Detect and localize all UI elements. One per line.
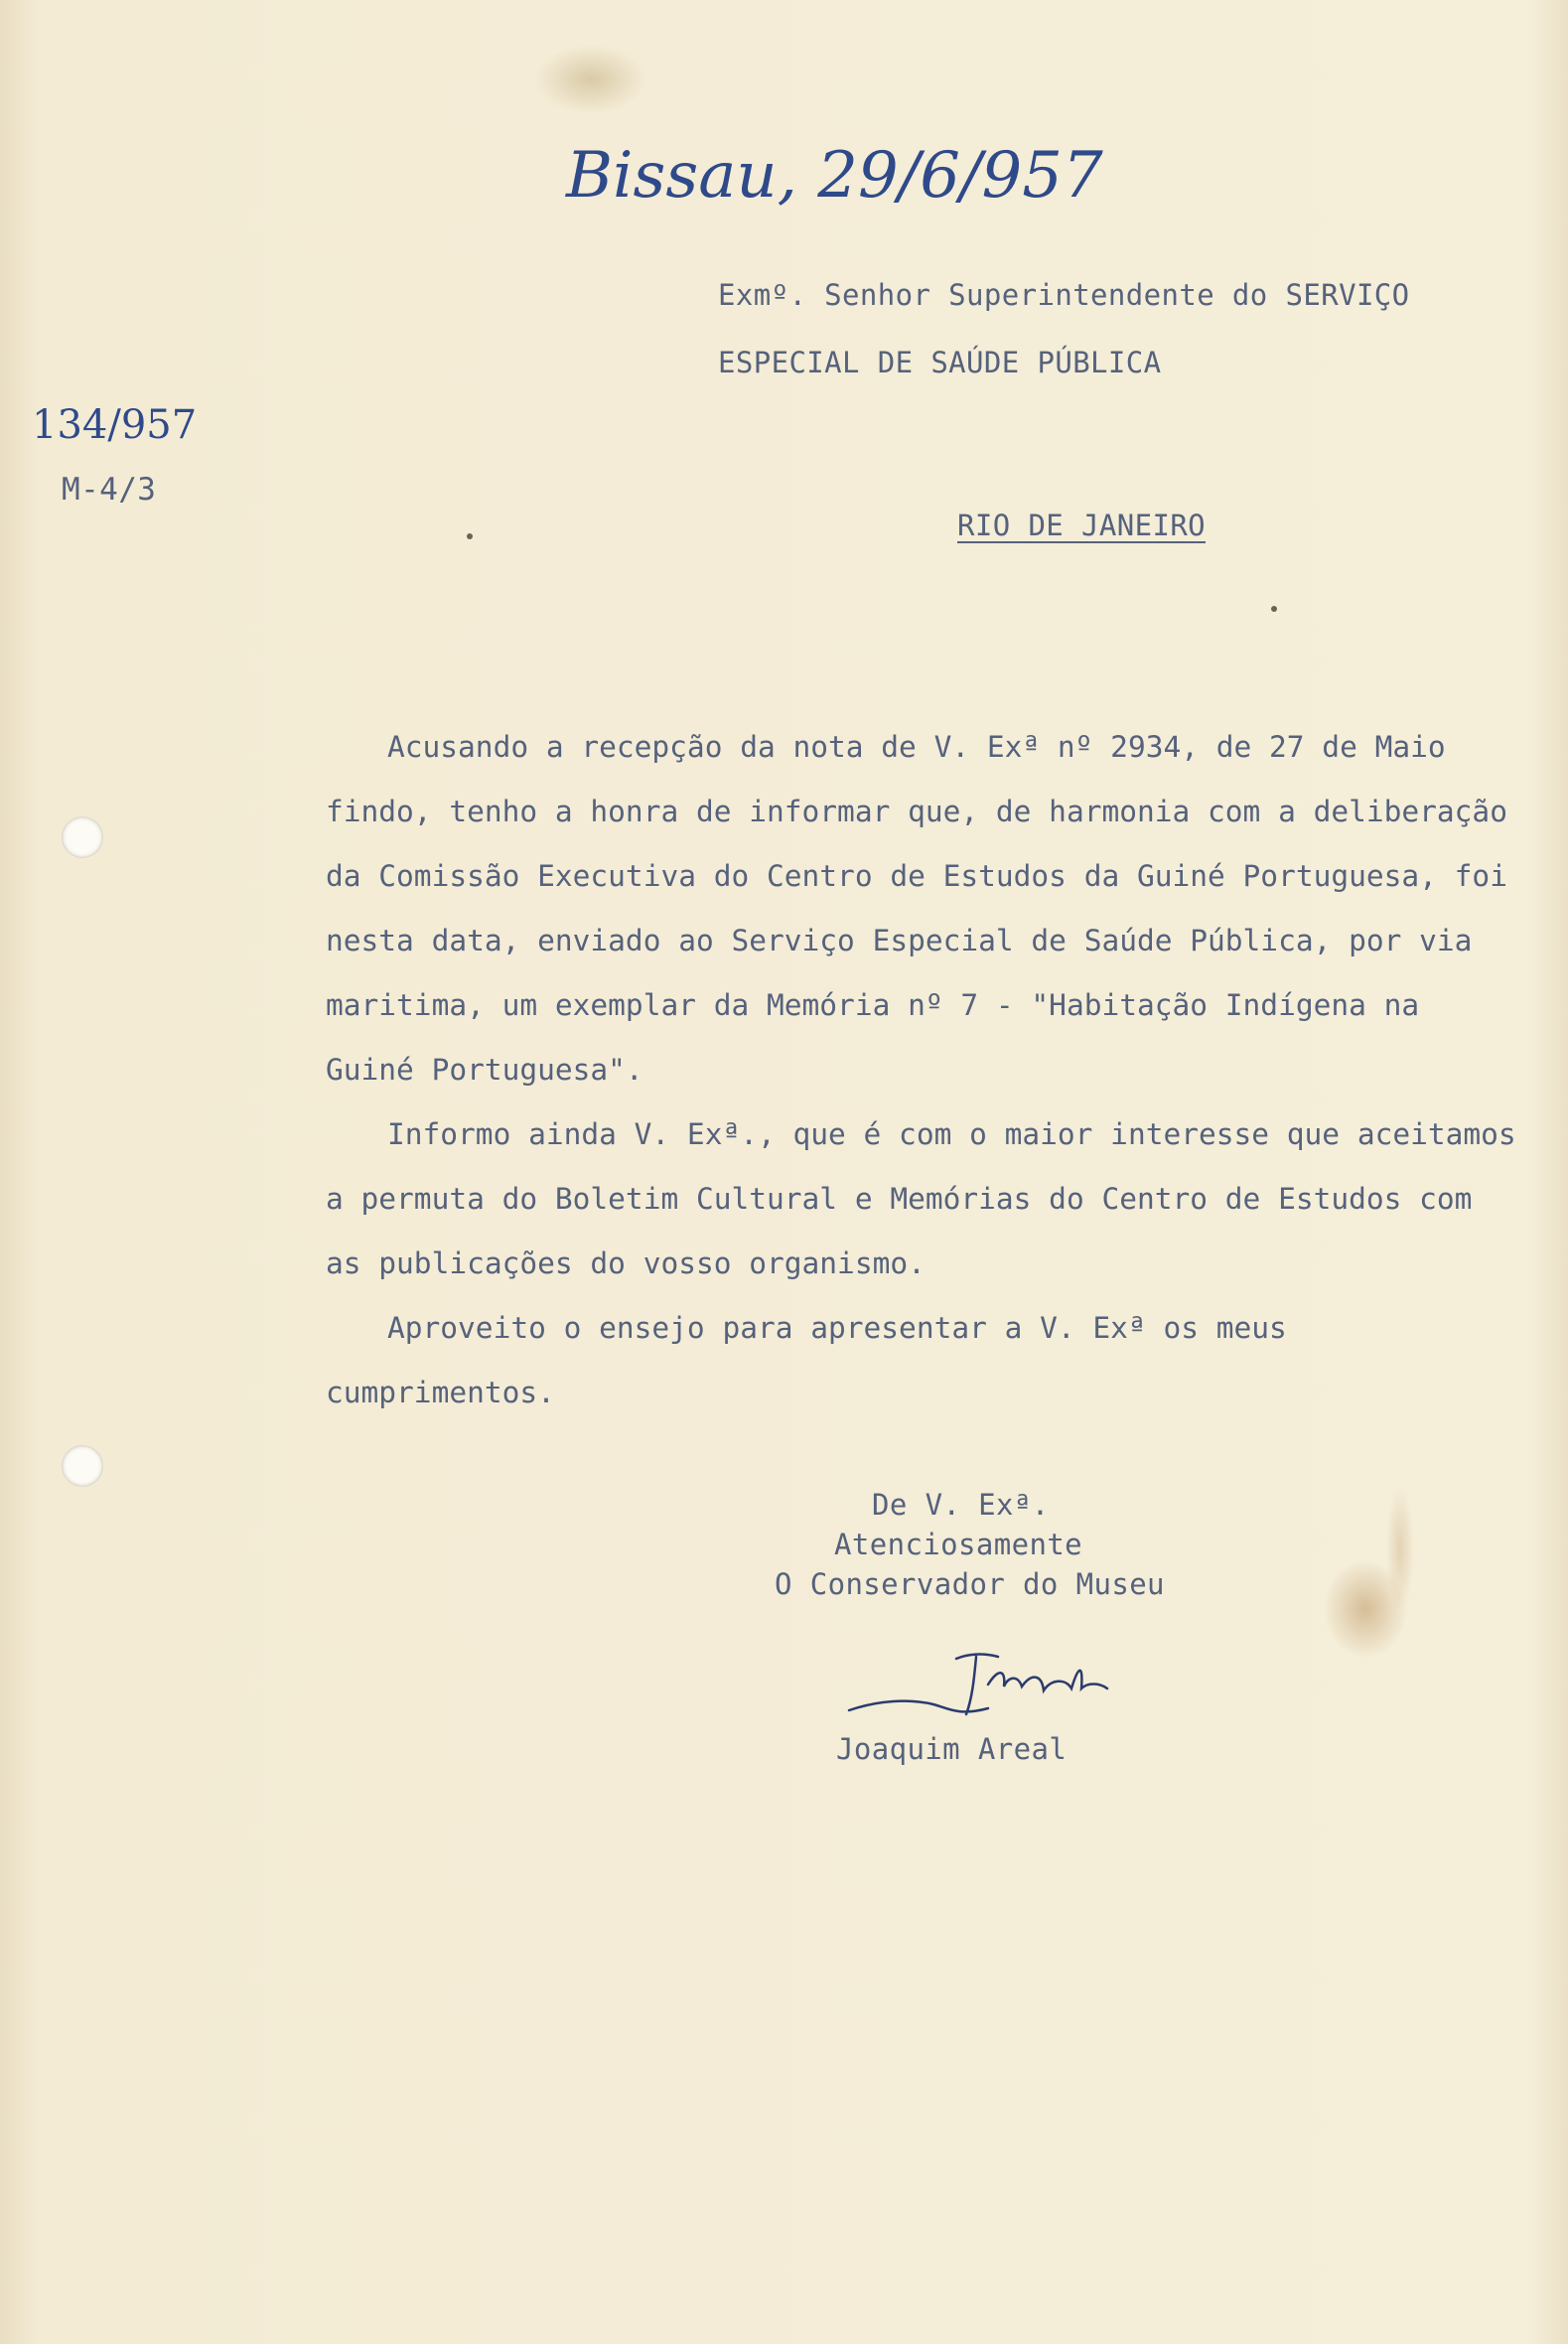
body-paragraph-2: Informo ainda V. Exª., que é com o maior interesse que aceitamos a permuta do Boletim Cultural e Memórias do Centro de Estudos com as publicações do vosso organismo. [326, 1117, 1516, 1280]
recipient-line-2: ESPECIAL DE SAÚDE PÚBLICA [718, 346, 1162, 379]
punch-hole-top [62, 816, 103, 858]
signer-title: O Conservador do Museu [775, 1567, 1165, 1601]
ink-speck [467, 533, 473, 539]
recipient-line-1: Exmº. Senhor Superintendente do SERVIÇO [718, 278, 1410, 312]
signature [839, 1639, 1137, 1738]
punch-hole-bottom [62, 1445, 103, 1487]
body-paragraph-1: Acusando a recepção da nota de V. Exª nº 2934, de 27 de Maio findo, tenho a honra de informar que, de harmonia com a deliberação da Comissão Executiva do Centro de Estudos da Guiné Portuguesa, foi nesta data, enviado ao Serviço Especial de Saúde Pública, por via maritima, um exemplar da Memória nº 7 - "Habitação Indígena na Guiné Portuguesa". [326, 730, 1507, 1087]
archive-number: 134/957 [32, 402, 198, 448]
handwritten-date: Bissau, 29/6/957 [566, 139, 1103, 213]
signature-scrawl [839, 1639, 1137, 1738]
ink-speck [1271, 606, 1277, 612]
archive-code: M-4/3 [62, 472, 157, 508]
signer-name: Joaquim Areal [836, 1732, 1068, 1766]
recipient-city: RIO DE JANEIRO [957, 509, 1207, 542]
body-paragraph-3: Aproveito o ensejo para apresentar a V. Exª os meus cumprimentos. [326, 1311, 1287, 1409]
closing-salutation: De V. Exª. [872, 1488, 1050, 1522]
letter-body [326, 715, 1517, 1425]
closing-regards: Atenciosamente [834, 1528, 1083, 1561]
